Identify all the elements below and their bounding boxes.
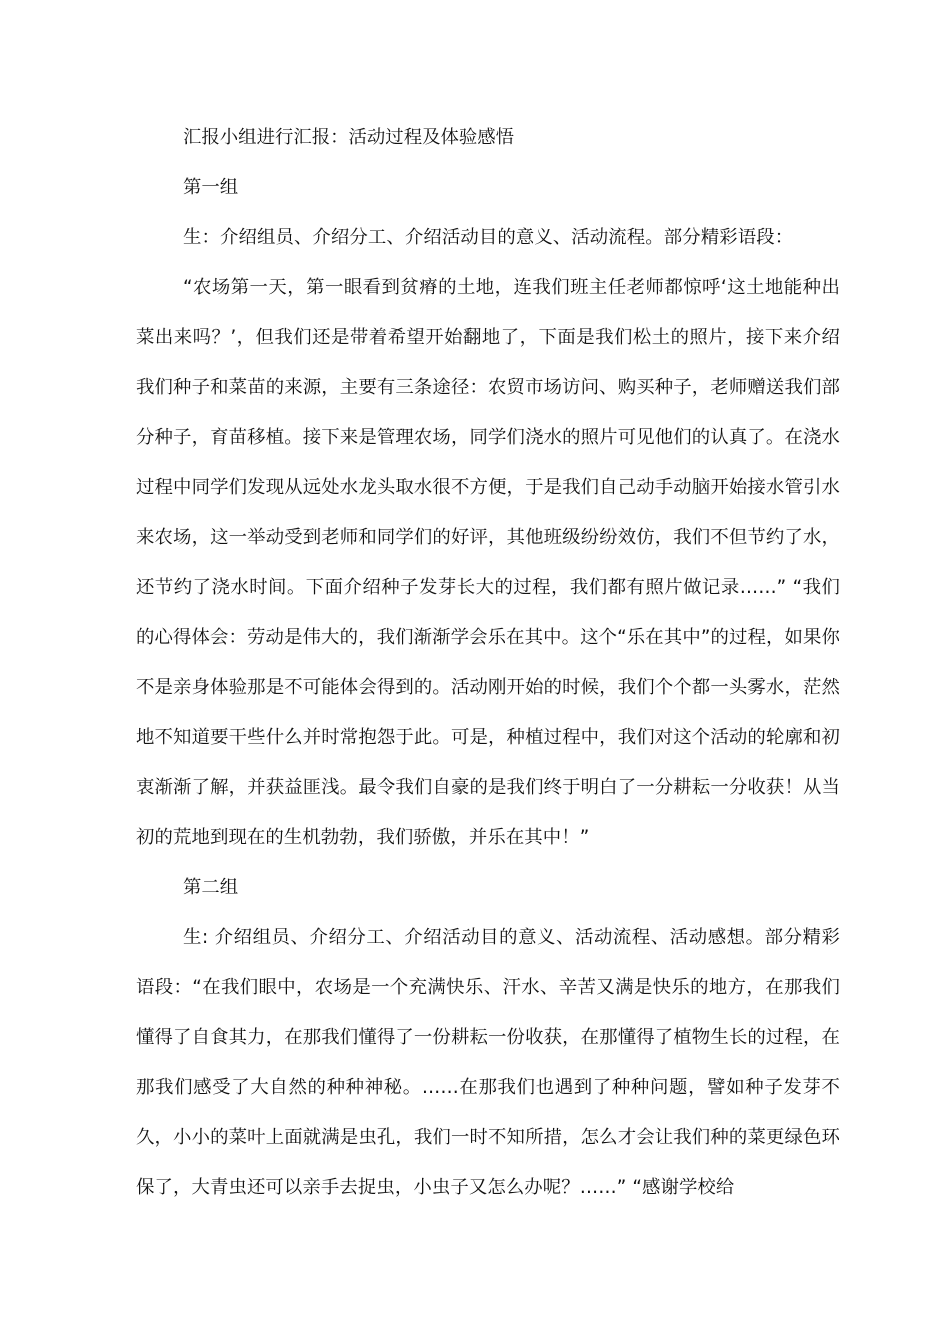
group2-title: 第二组 <box>183 877 239 898</box>
document-body <box>136 113 840 1213</box>
group1-title: 第一组 <box>183 177 239 198</box>
group1-intro: 生：介绍组员、介绍分工、介绍活动目的意义、活动流程。部分精彩语段： <box>183 227 794 248</box>
group2-text: 生: 介绍组员、介绍分工、介绍活动目的意义、活动流程、活动感想。部分精彩语段：“在我们眼中，农场是一个充满快乐、汗水、辛苦又满是快乐的地方，在那我们懂得了自食其力，在那我们懂得了一份耕耘一份收获，在那懂得了植物生长的过程，在那我们感受了大自然的种种神秘。……在那我们也遇到了种种问题，譬如种子发芽不久，小小的菜叶上面就满是虫孔，我们一时不知所措，怎么才会让我们种的菜更绿色环保了，大青虫还可以亲手去捉虫，小虫子又怎么办呢？……” “感谢学校给 <box>136 927 840 1198</box>
group1-quote: “农场第一天，第一眼看到贫瘠的土地，连我们班主任老师都惊呼‘这土地能种出菜出来吗？’，但我们还是带着希望开始翻地了，下面是我们松土的照片，接下来介绍我们种子和菜苗的来源，主要有三条途径：农贸市场访问、购买种子，老师赠送我们部分种子，育苗移植。接下来是管理农场，同学们浇水的照片可见他们的认真了。在浇水过程中同学们发现从远处水龙头取水很不方便，于是我们自己动手动脑开始接水管引水来农场，这一举动受到老师和同学们的好评，其他班级纷纷效仿，我们不但节约了水，还节约了浇水时间。下面介绍种子发芽长大的过程，我们都有照片做记录……” “我们的心得体会：劳动是伟大的，我们渐渐学会乐在其中。这个“乐在其中”的过程，如果你不是亲身体验那是不可能体会得到的。活动刚开始的时候，我们个个都一头雾水，茫然地不知道要干些什么并时常抱怨于此。可是，种植过程中，我们对这个活动的轮廓和初衷渐渐了解，并获益匪浅。最令我们自豪的是我们终于明白了一分耕耘一分收获！从当初的荒地到现在的生机勃勃，我们骄傲，并乐在其中！” <box>136 277 840 848</box>
section-heading: 汇报小组进行汇报：活动过程及体验感悟 <box>183 127 515 148</box>
